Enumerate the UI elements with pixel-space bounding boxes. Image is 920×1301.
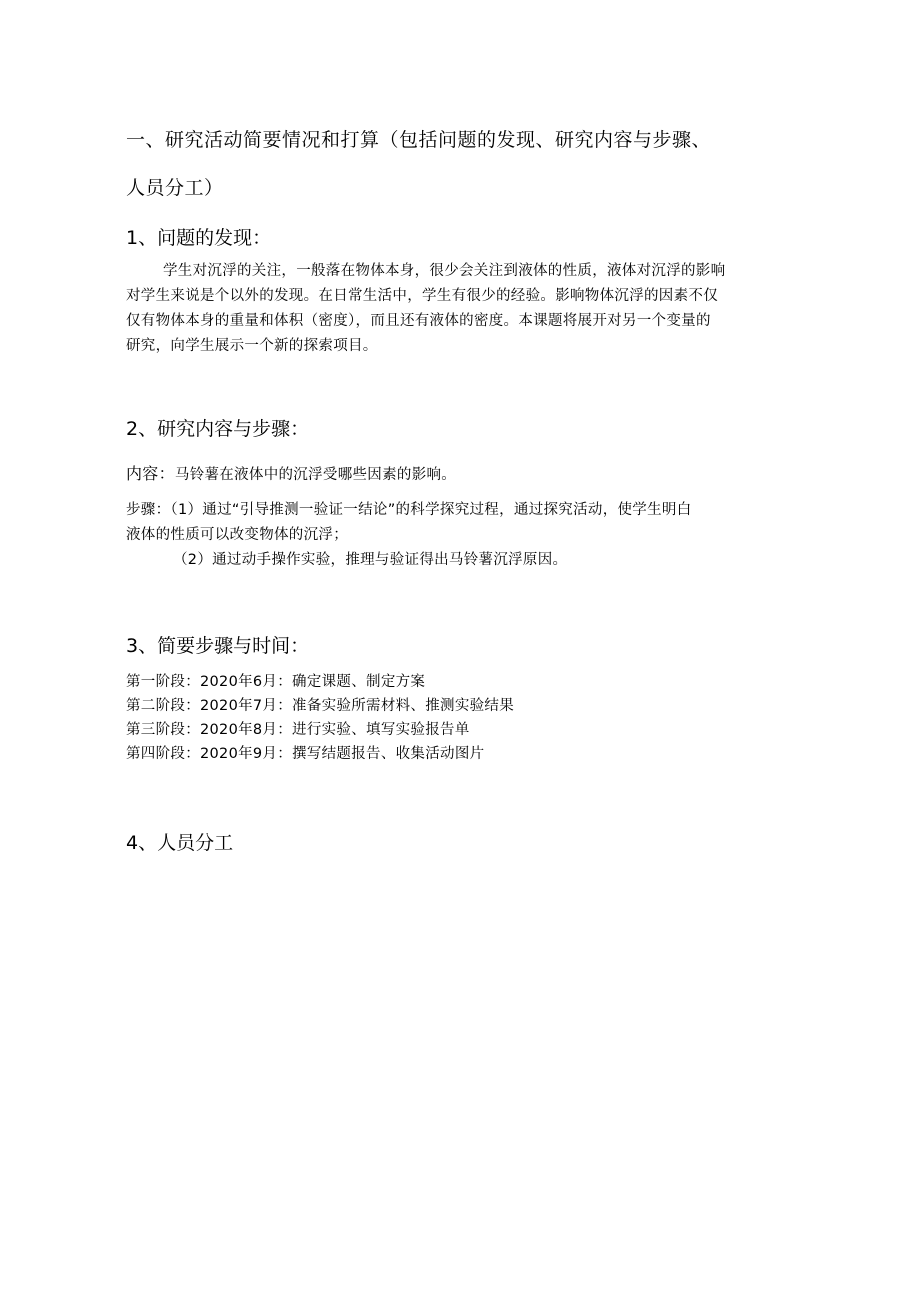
step-1-line-1: （1）通过“引导推测一验证一结论”的科学探究过程，通过探究活动，使学生明白 bbox=[170, 502, 692, 518]
section-4-heading: 4、人员分工 bbox=[126, 832, 234, 854]
document-title-line-1: 一、研究活动简要情况和打算（包括问题的发现、研究内容与步骤、 bbox=[126, 129, 712, 151]
section-1-paragraph-line-1: 学生对沉浮的关注，一般落在物体本身，很少会关注到液体的性质，液体对沉浮的影响 bbox=[163, 263, 726, 279]
steps-label: 步骤： bbox=[126, 502, 171, 518]
stage-item: 第三阶段：2020年8月：进行实验、填写实验报告单 bbox=[126, 722, 470, 738]
stage-item: 第一阶段：2020年6月：确定课题、制定方案 bbox=[126, 674, 426, 690]
section-1-paragraph-line-4: 研究，向学生展示一个新的探索项目。 bbox=[126, 338, 378, 354]
section-2-heading: 2、研究内容与步骤： bbox=[126, 418, 310, 440]
section-1-paragraph-line-2: 对学生来说是个以外的发现。在日常生活中，学生有很少的经验。影响物体沉浮的因素不仅 bbox=[126, 288, 718, 304]
content-text: 马铃薯在液体中的沉浮受哪些因素的影响。 bbox=[174, 467, 457, 483]
document-title-line-2: 人员分工） bbox=[126, 177, 224, 199]
content-row bbox=[126, 462, 456, 487]
step-1-line-2: 液体的性质可以改变物体的沉浮； bbox=[126, 527, 348, 543]
section-1-heading: 1、问题的发现： bbox=[126, 227, 272, 249]
stage-item: 第四阶段：2020年9月：撰写结题报告、收集活动图片 bbox=[126, 746, 485, 762]
section-3-heading: 3、简要步骤与时间： bbox=[126, 635, 310, 657]
content-label: 内容： bbox=[126, 464, 175, 483]
step-1-row bbox=[126, 498, 692, 522]
stage-item: 第二阶段：2020年7月：准备实验所需材料、推测实验结果 bbox=[126, 698, 515, 714]
step-2: （2）通过动手操作实验，推理与验证得出马铃薯沉浮原因。 bbox=[173, 552, 568, 568]
section-1-paragraph-line-3: 仅有物体本身的重量和体积（密度），而且还有液体的密度。本课题将展开对另一个变量的 bbox=[126, 313, 711, 329]
